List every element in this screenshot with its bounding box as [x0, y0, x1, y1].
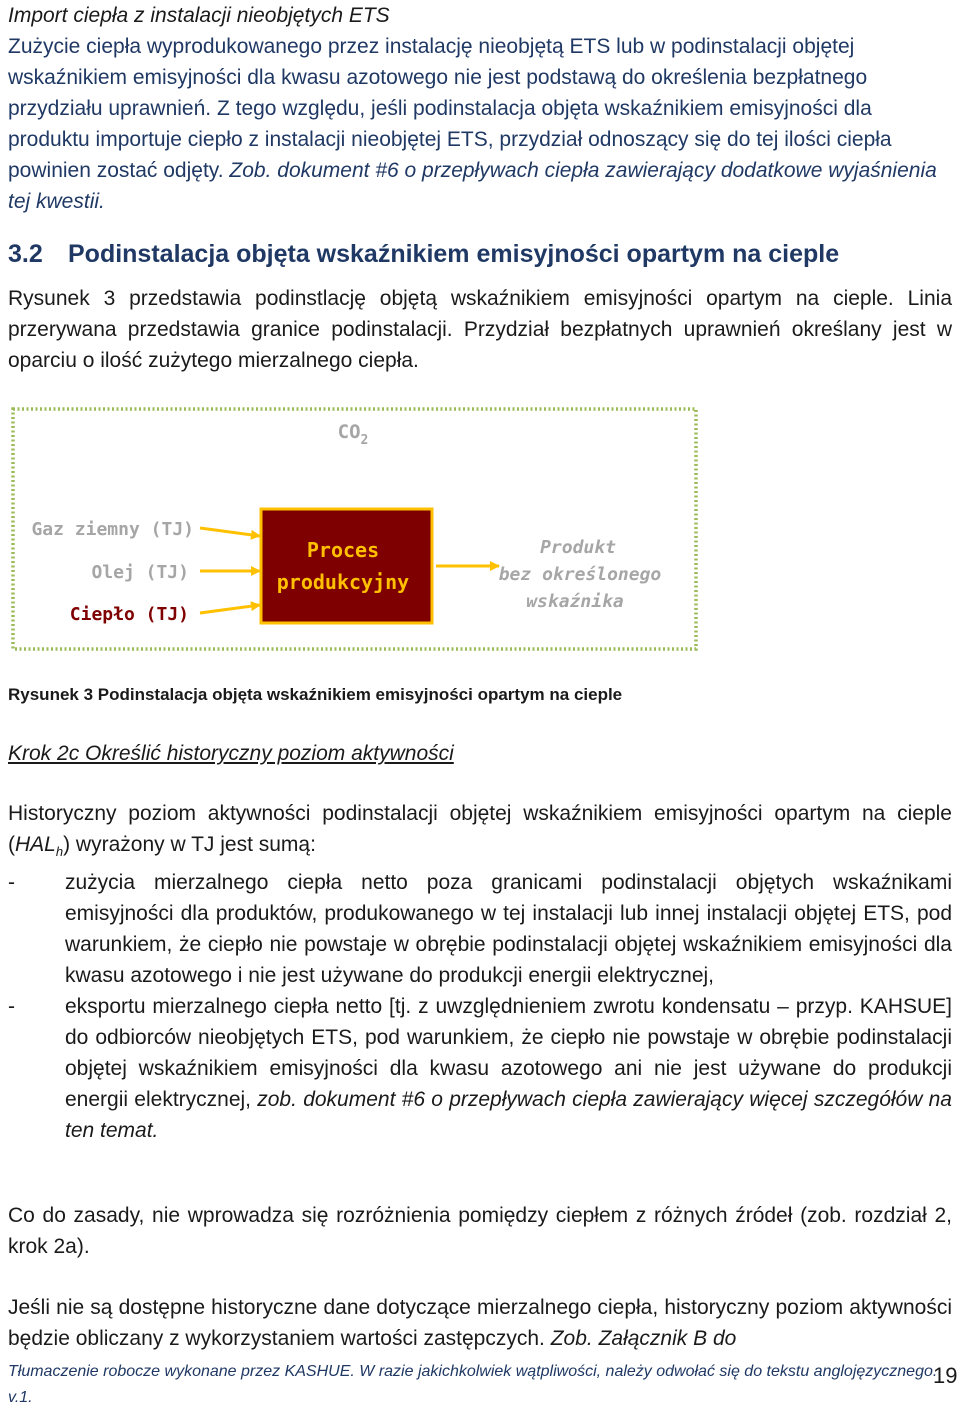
- figure-diagram: [8, 405, 700, 653]
- emission-main: CO: [337, 421, 361, 443]
- section-title: Podinstalacja objęta wskaźnikiem emisyjności opartym na cieple: [68, 240, 840, 268]
- section-number: 3.2: [8, 240, 43, 268]
- input-oil: Olej (TJ): [91, 562, 189, 583]
- paragraph-sources: Co do zasady, nie wprowadza się rozróżnienia pomiędzy ciepłem z różnych źródeł (zob. rozdział 2, krok 2a).: [8, 1204, 952, 1258]
- bullet-text: zużycia mierzalnego ciepła netto poza granicami podinstalacji objętych wskaźnikami emisyjności dla produktów, produkowanego w tej instalacji lub innej instalacji objętej ETS, pod warunkiem, że ciepło nie powstaje w obrębie podinstalacji objętej wskaźnikiem emisyjności dla kwasu azotowego i nie jest używane do produkcji energii elektrycznej,: [65, 871, 952, 988]
- emission-subscript: 2: [360, 433, 369, 448]
- hal-variable: HAL: [15, 833, 56, 856]
- step-body: [8, 798, 952, 1146]
- step-intro-text: Historyczny poziom aktywności podinstalacji objętej wskaźnikiem emisyjności opartym na cieple (: [8, 802, 952, 856]
- output-label-line2: bez określonego: [498, 564, 662, 585]
- figure-caption: Rysunek 3 Podinstalacja objęta wskaźnikiem emisyjności opartym na cieple: [8, 685, 623, 704]
- input-heat: Ciepło (TJ): [69, 604, 189, 625]
- bullet-marker: -: [8, 871, 15, 895]
- arrow-gas: [200, 528, 260, 536]
- output-label-line1: Produkt: [540, 537, 616, 558]
- heat-import-reference: Zob. dokument #6 o przepływach ciepła zawierający dodatkowe wyjaśnienia tej kwestii.: [8, 159, 937, 213]
- annex-reference: Zob. Załącznik B do: [550, 1327, 737, 1350]
- bullet-item-export: [8, 991, 952, 1146]
- paragraph-substitute: [8, 1292, 952, 1354]
- process-label-line2: produkcyjny: [276, 570, 410, 594]
- heat-import-text: Zużycie ciepła wyprodukowanego przez instalację nieobjętą ETS lub w podinstalacji objętej wskaźnikiem emisyjności dla kwasu azotowego nie jest podstawą do określenia bezpłatnego przydziału uprawnień. Z tego względu, jeśli podinstalacja objęta wskaźnikiem emisyjności dla produktu importuje ciepło z instalacji nieobjętej ETS, przydział odnoszący się do tej ilości ciepła powinien zostać odjęty.: [8, 35, 892, 182]
- bullet-item-consumption: [8, 867, 952, 991]
- diagram-svg: [8, 405, 700, 653]
- hal-subscript: h: [55, 844, 64, 860]
- section-body: Rysunek 3 przedstawia podinstlację objętą wskaźnikiem emisyjności opartym na cieple. Linia przerywana przedstawia granice podinstalacji. Przydział bezpłatnych uprawnień określany jest w oparciu o ilość zużytego mierzalnego ciepła.: [8, 287, 952, 372]
- heat-import-body: [8, 31, 952, 217]
- page-number: 19: [933, 1363, 958, 1388]
- input-gas: Gaz ziemny (TJ): [31, 519, 194, 540]
- process-label-line1: Proces: [306, 538, 380, 562]
- step-heading: Krok 2c Określić historyczny poziom aktywności: [8, 742, 454, 765]
- paragraph-substitute-text: Jeśli nie są dostępne historyczne dane dotyczące mierzalnego ciepła, historyczny poziom aktywności będzie obliczany z wykorzystaniem wartości zastępczych.: [8, 1296, 952, 1350]
- heat-import-section: [8, 0, 952, 217]
- bullet-text: eksportu mierzalnego ciepła netto [tj. z uwzględnieniem zwrotu kondensatu – przyp. KAHSUE] do odbiorców nieobjętych ETS, pod warunkiem, że ciepło nie powstaje w obrębie podinstalacji objętej wskaźnikiem emisyjności dla kwasu azotowego ani nie jest używane do produkcji energii elektrycznej,: [65, 995, 952, 1112]
- bullet-reference: zob. dokument #6 o przepływach ciepła zawierający więcej szczegółów na ten temat.: [65, 1088, 952, 1143]
- process-box: [261, 509, 432, 623]
- output-label-line3: wskaźnika: [526, 591, 624, 612]
- page-footer: Tłumaczenie robocze wykonane przez KASHUE. W razie jakichkolwiek wątpliwości, należy odwołać się do tekstu anglojęzycznego. v.1.: [8, 1363, 938, 1406]
- step-intro-end: ) wyrażony w TJ jest sumą:: [63, 833, 316, 856]
- heat-import-title: Import ciepła z instalacji nieobjętych ETS: [8, 4, 390, 27]
- bullet-marker: -: [8, 995, 15, 1019]
- emission-label: [338, 421, 369, 448]
- arrow-heat: [200, 605, 260, 613]
- step-intro: [8, 798, 952, 867]
- section-heading: [8, 240, 839, 269]
